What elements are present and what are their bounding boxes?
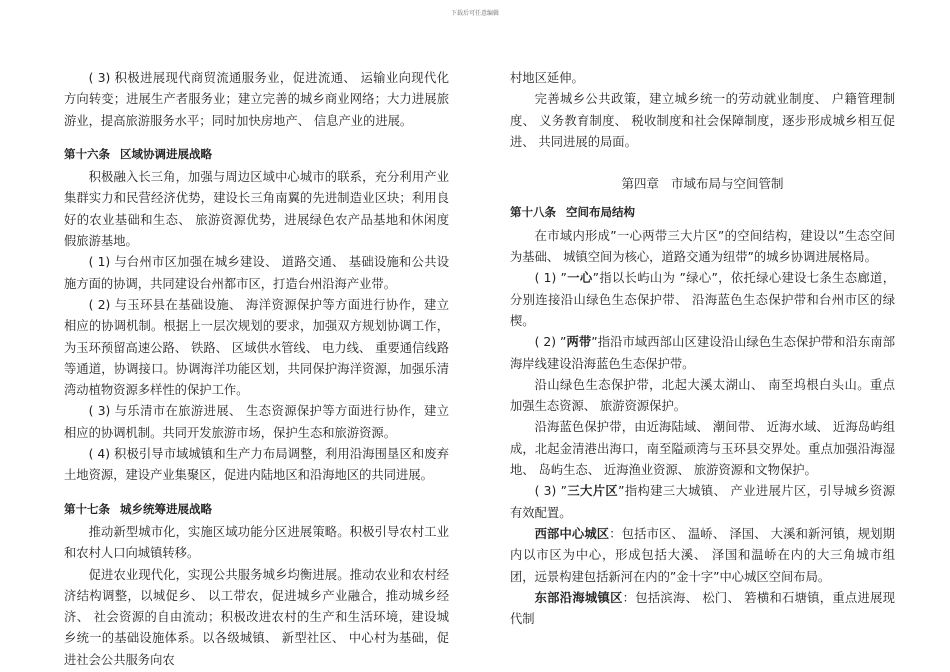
text-span: ( 3) ” [534,484,567,499]
chapter-number: 第四章 [621,176,659,192]
paragraph: 在市域内形成”一心两带三大片区”的空间结构，建设以”生态空间为基础、 城镇空间为核心，道路交通为纽带”的城乡协调进展格局。 [510,228,895,265]
article-title: 空间布局结构 [566,205,635,220]
paragraph: 沿山绿色生态保护带，北起大溪太湖山、 南至坞根白头山。重点加强生态资源、 旅游资源保护。 [510,377,895,414]
bold-term: 东部沿海城镇区 [534,590,623,605]
page-header: 下载后可任意编辑 [450,10,499,17]
article-number: 第十八条 [510,205,556,220]
text-span: ( 1) ” [534,271,567,286]
chapter-heading [510,173,895,194]
text-span: ”指构建三大城镇、 产业进展片区，引导城乡资源有效配置。 [510,484,895,520]
paragraph: ( 3) 与乐清市在旅游进展、 生态资源保护等方面进行协作，建立相应的协调机制。共同开发旅游市场，保护生态和旅游资源。 [64,404,449,440]
text-span: ”指沿市域西部山区建设沿山绿色生态保护带和沿东南部海岸线建设沿海蓝色生态保护带。 [510,335,895,371]
paragraph [510,524,895,588]
paragraph: ( 4) 积极引导市域城镇和生产力布局调整，利用沿海围垦区和废弃土地资源，建设产业集聚区，促进内陆地区和沿海地区的共同进展。 [64,447,449,483]
text-span: ：包括滨海、 松门、 箬横和石塘镇，重点进展现代制 [510,590,895,627]
left-column [64,68,449,671]
bold-term: 三大片区 [566,484,619,499]
article-17-heading [64,499,449,520]
paragraph: ( 3) 积极进展现代商贸流通服务业，促进流通、 运输业向现代化方向转变；进展生产者服务业；建立完善的城乡商业网络；大力进展旅游业，提高旅游服务水平；同时加快房地产、 信息产业的进展。 [64,71,449,128]
paragraph: 积极融入长三角，加强与周边区域中心城市的联系，充分利用产业集群实力和民营经济优势，建设长三角南翼的先进制造业区块；利用良好的农业基础和生态、 旅游资源优势，进展绿色农产品基地和休闲度假旅游基地。 [64,170,449,249]
article-title: 区域协调进展战略 [120,146,212,161]
right-column [510,68,895,630]
paragraph [510,332,895,375]
article-number: 第十七条 [64,501,110,516]
paragraph: 完善城乡公共政策，建立城乡统一的劳动就业制度、 户籍管理制度、 义务教育制度、 税收制度和社会保障制度，逐步形成城乡相互促进、 共同进展的局面。 [510,92,895,149]
article-18-heading [510,202,895,223]
paragraph: ( 1) 与台州市区加强在城乡建设、 道路交通、 基础设施和公共设施方面的协调，共同建设台州都市区，打造台州沿海产业带。 [64,255,449,291]
paragraph: 推动新型城市化，实施区域功能分区进展策略。积极引导农村工业和农村人口向城镇转移。 [64,524,449,561]
text-span: ：包括市区、 温峤、 泽国、 大溪和新河镇，规划期内以市区为中心，形成包括大溪、 泽国和温峤在内的大三角城市组团，远景构建包括新河在内的”金十字”中心城区空间布局。 [510,526,895,584]
paragraph: ( 2) 与玉环县在基础设施、 海洋资源保护等方面进行协作，建立相应的协调机制。根据上一层次规划的要求，加强双方规划协调工作，为玉环预留高速公路、 铁路、 区域供水管线、 电力线、 重要通信线路等通道，协调接口。协调海洋功能区划，共同保护海洋资源，加强乐清湾动植物资源多样性的保护工作。 [64,297,449,398]
article-number: 第十六条 [64,146,110,161]
article-title: 城乡统筹进展战略 [120,501,212,516]
paragraph: 促进农业现代化，实现公共服务城乡均衡进展。推动农业和农村经济结构调整，以城促乡、 以工带农，促进城乡产业融合，推动城乡经济、 社会资源的自由流动；积极改进农村的生产和生活环境，建设城乡统一的基础设施体系。以各级城镇、 新型社区、 中心村为基础，促进社会公共服务向农 [64,567,449,667]
article-16-heading [64,144,449,165]
text-span: ( 2) ” [534,335,567,350]
text-span: ”指以长屿山为 ”绿心”，依托绿心建设七条生态廊道，分别连接沿山绿色生态保护带、 沿海蓝色生态保护带和台州市区的绿楔。 [510,271,896,328]
bold-term: 两带 [566,335,592,350]
paragraph [510,481,895,524]
paragraph [510,268,895,332]
paragraph [510,588,895,631]
paragraph: 沿海蓝色保护带，由近海陆域、 潮间带、 近海水域、 近海岛屿组成，北起金清港出海口，南至隘顽湾与玉环县交界处。重点加强沿海湿地、 岛屿生态、 近海渔业资源、 旅游资源和文物保护。 [510,420,895,478]
paragraph: 村地区延伸。 [510,71,584,85]
chapter-title: 市域布局与空间管制 [671,176,784,192]
bold-term: 西部中心城区 [534,526,610,541]
bold-term: 一心 [566,271,593,286]
